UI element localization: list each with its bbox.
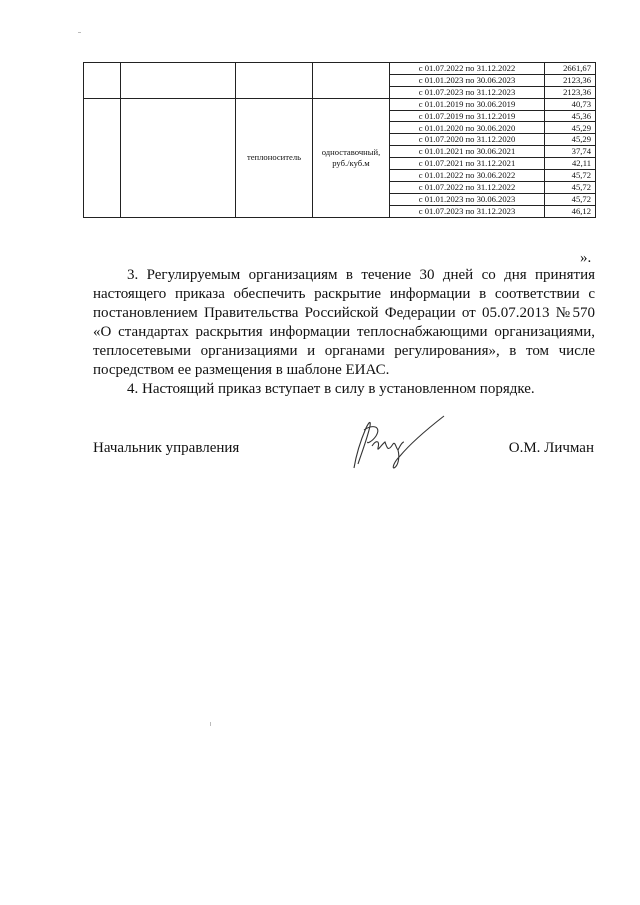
table-cell-empty [84, 63, 121, 99]
value-cell: 2123,36 [545, 74, 596, 86]
closing-quote: ». [580, 250, 592, 266]
period-cell: с 01.07.2022 по 31.12.2022 [390, 63, 545, 75]
scan-mark [78, 32, 81, 33]
period-cell: с 01.01.2019 по 30.06.2019 [390, 98, 545, 110]
value-cell: 2123,36 [545, 86, 596, 98]
value-cell: 45,72 [545, 170, 596, 182]
period-cell: с 01.07.2023 по 31.12.2023 [390, 205, 545, 217]
table-cell-empty [313, 63, 390, 99]
unit-cell: одноставочный, руб./куб.м [313, 98, 390, 217]
table-cell-empty [121, 98, 236, 217]
value-cell: 37,74 [545, 146, 596, 158]
value-cell: 45,72 [545, 181, 596, 193]
tariff-table [83, 62, 596, 218]
table-cell-empty [236, 63, 313, 99]
period-cell: с 01.01.2021 по 30.06.2021 [390, 146, 545, 158]
body-text [93, 266, 595, 399]
signatory-name: О.М. Личман [508, 440, 594, 456]
period-cell: с 01.01.2020 по 30.06.2020 [390, 122, 545, 134]
category-cell: теплоноситель [236, 98, 313, 217]
value-cell: 45,36 [545, 110, 596, 122]
period-cell: с 01.01.2023 по 30.06.2023 [390, 74, 545, 86]
period-cell: с 01.07.2023 по 31.12.2023 [390, 86, 545, 98]
value-cell: 2661,67 [545, 63, 596, 75]
scan-mark [210, 722, 211, 726]
table-cell-empty [121, 63, 236, 99]
value-cell: 40,73 [545, 98, 596, 110]
value-cell: 45,72 [545, 193, 596, 205]
period-cell: с 01.07.2021 по 31.12.2021 [390, 158, 545, 170]
period-cell: с 01.07.2019 по 31.12.2019 [390, 110, 545, 122]
paragraph-3: 3. Регулируемым организациям в течение 30 дней со дня принятия настоящего приказа обеспечить раскрытие информации в соответствии с постановлением Правительства Российской Федерации от 05.07.2013 №570 «О стандартах раскрытия информации теплоснабжающими организациями, теплосетевыми организациями и органами регулирования», в том числе посредством ее размещения в шаблоне ЕИАС. [93, 267, 595, 378]
period-cell: с 01.07.2022 по 31.12.2022 [390, 181, 545, 193]
period-cell: с 01.01.2023 по 30.06.2023 [390, 193, 545, 205]
paragraph-4: 4. Настоящий приказ вступает в силу в установленном порядке. [127, 381, 535, 397]
table-cell-empty [84, 98, 121, 217]
table-row [84, 98, 596, 110]
value-cell: 45,29 [545, 122, 596, 134]
table-row [84, 63, 596, 75]
value-cell: 42,11 [545, 158, 596, 170]
period-cell: с 01.01.2022 по 30.06.2022 [390, 170, 545, 182]
period-cell: с 01.07.2020 по 31.12.2020 [390, 134, 545, 146]
value-cell: 45,29 [545, 134, 596, 146]
value-cell: 46,12 [545, 205, 596, 217]
signatory-role: Начальник управления [93, 440, 240, 456]
handwritten-signature [338, 412, 448, 472]
